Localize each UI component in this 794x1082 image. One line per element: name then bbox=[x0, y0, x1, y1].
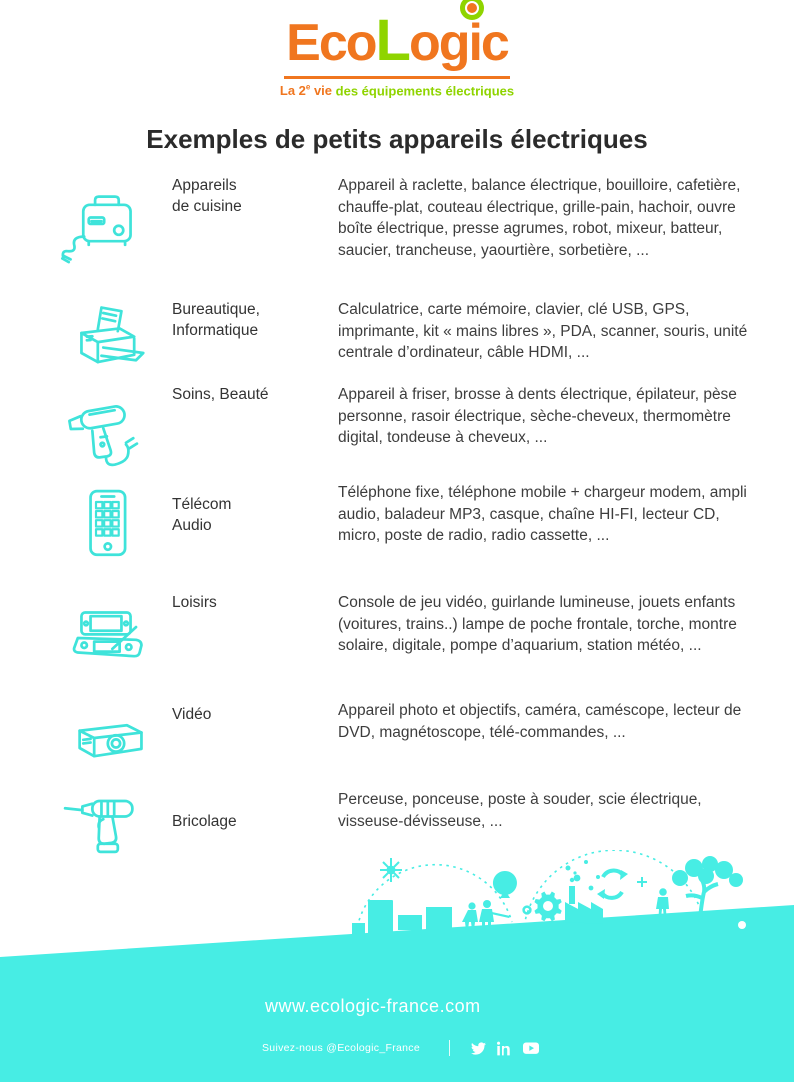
logo-dot-icon bbox=[467, 3, 477, 13]
logo-tagline: La 2e vie des équipements électriques bbox=[279, 83, 515, 99]
twitter-icon[interactable] bbox=[471, 1041, 487, 1055]
page-title: Exemples de petits appareils électriques bbox=[146, 124, 648, 155]
category-row-telecom bbox=[0, 482, 794, 592]
category-label: Soins, Beauté bbox=[172, 386, 269, 404]
logo-text-ogic: ogic bbox=[408, 14, 508, 72]
printer-icon bbox=[56, 299, 172, 384]
category-description: Calculatrice, carte mémoire, clavier, clé USB, GPS, imprimante, kit « mains libres », PDA, scanner, souris, unité centrale d’ordinateur, câble HDMI, ... bbox=[338, 301, 748, 362]
categories-list bbox=[0, 175, 794, 872]
logo-text-l: L bbox=[375, 8, 409, 73]
category-description: Appareil photo et objectifs, caméra, caméscope, lecteur de DVD, magnétoscope, télé-commandes, ... bbox=[338, 702, 742, 741]
toaster-icon bbox=[56, 175, 172, 299]
category-label: Vidéo bbox=[172, 706, 212, 724]
category-description: Appareil à raclette, balance électrique, bouilloire, cafetière, chauffe-plat, couteau électrique, grille-pain, hachoir, ouvre boîte électrique, presse agrumes, robot, mixeur, batteur, saucier, trancheuse, yaourtière, sorbetière, ... bbox=[338, 177, 741, 259]
website-link[interactable]: www.ecologic-france.com bbox=[265, 996, 481, 1016]
smartphone-icon bbox=[56, 482, 172, 592]
follow-text: Suivez-nous @Ecologic_France bbox=[262, 1042, 420, 1054]
linkedin-icon[interactable] bbox=[497, 1041, 513, 1055]
category-description: Console de jeu vidéo, guirlande lumineuse, jouets enfants (voitures, trains..) lampe de poche frontale, torche, montre solaire, digitale, pompe d’aquarium, station météo, ... bbox=[338, 594, 737, 655]
social-divider bbox=[449, 1040, 450, 1056]
category-label: Télécom Audio bbox=[172, 496, 232, 535]
category-label: Bricolage bbox=[172, 813, 237, 831]
category-row-loisirs bbox=[0, 592, 794, 700]
footer bbox=[0, 850, 794, 1082]
social-row bbox=[262, 1040, 549, 1056]
hair-dryer-icon bbox=[56, 384, 172, 482]
game-console-icon bbox=[56, 592, 172, 700]
category-row-soins bbox=[0, 384, 794, 482]
category-description: Téléphone fixe, téléphone mobile + chargeur modem, ampli audio, baladeur MP3, casque, chaîne HI-FI, lecteur CD, micro, poste de radio, radio cassette, ... bbox=[338, 484, 747, 545]
youtube-icon[interactable] bbox=[523, 1041, 539, 1055]
category-row-cuisine bbox=[0, 175, 794, 299]
category-label: Appareils de cuisine bbox=[172, 177, 242, 216]
category-label: Bureautique, Informatique bbox=[172, 301, 260, 340]
category-description: Perceuse, ponceuse, poste à souder, scie électrique, visseuse-dévisseuse, ... bbox=[338, 791, 702, 830]
category-row-bureautique bbox=[0, 299, 794, 384]
ecologic-logo bbox=[286, 8, 508, 73]
header bbox=[0, 0, 794, 98]
logo-divider bbox=[284, 76, 510, 79]
logo-text-eco: Eco bbox=[286, 14, 376, 72]
category-label: Loisirs bbox=[172, 594, 217, 612]
category-description: Appareil à friser, brosse à dents électrique, épilateur, pèse personne, rasoir électrique, sèche-cheveux, thermomètre digital, tondeuse à cheveux, ... bbox=[338, 386, 737, 447]
